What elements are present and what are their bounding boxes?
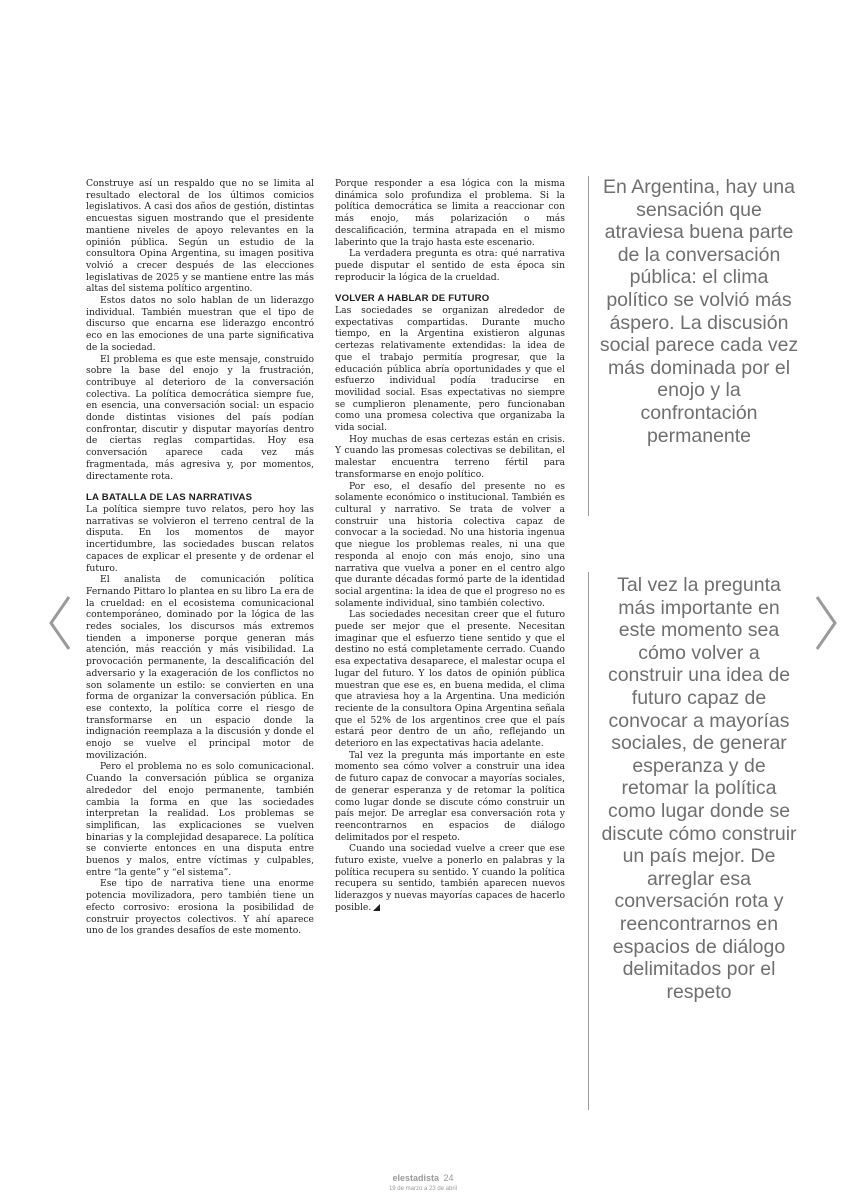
end-of-article-icon [373, 904, 380, 911]
body-paragraph: Pero el problema no es solo comunicacional. Cuando la conversación pública se organiza alrededor del enojo permanente, también cambia la forma en que las sociedades interpretan la realidad. Los problemas se simplifican, las explicaciones se vuelven binarias y la complejidad desaparece. La política se convierte entonces en una disputa entre buenos y malos, entre víctimas y culpables, entre “la gente” y “el sistema”. [86, 761, 314, 878]
body-paragraph: El analista de comunicación política Fernando Pittaro lo plantea en su libro La era de la crueldad: en el ecosistema comunicacional contemporáneo, dominado por la lógica de las redes sociales, los discursos más extremos tienden a imponerse porque generan más atención, más reacción y más visibilidad. La provocación permanente, la descalificación del adversario y la exageración de los conflictos no son solamente un estilo: se convierten en una forma de organizar la conversación pública. En ese contexto, la política corre el riesgo de transformarse en un espacio donde la indignación reemplaza a la discusión y donde el enojo se vuelve el principal motor de movilización. [86, 574, 314, 761]
pullquote: En Argentina, hay una sensación que atraviesa buena parte de la conversación pública: el clima político se volvió más áspero. La discusión social parece cada vez más dominada por el enojo y la confrontación permanente [599, 176, 799, 447]
magazine-logo: elestadista [392, 1173, 440, 1183]
pullquote-divider [588, 572, 589, 1110]
body-paragraph: Tal vez la pregunta más importante en este momento sea cómo volver a construir una idea de futuro capaz de convocar a mayorías sociales, de generar esperanza y de retomar la política como lugar donde se discute cómo construir un país mejor. De arreglar esa conversación rota y reencontrarnos en espacios de diálogo delimitados por el respeto. [335, 749, 565, 843]
body-paragraph: Porque responder a esa lógica con la misma dinámica solo profundiza el problema. Si la política democrática se limita a reaccionar con más enojo, más polarización o más descalificación, termina atrapada en el mismo laberinto que la trajo hasta este escenario. [335, 178, 565, 248]
next-page-button[interactable] [806, 588, 846, 658]
body-paragraph: Las sociedades necesitan creer que el futuro puede ser mejor que el presente. Necesitan imaginar que el esfuerzo tiene sentido y que el destino no está completamente cerrado. Cuando esa expectativa desaparece, el malestar ocupa el lugar del futuro. Y los datos de opinión pública muestran que ese es, en buena medida, el clima que atraviesa hoy a la Argentina. Una medición reciente de la consultora Opina Argentina señala que el 52% de los argentinos cree que el país estará peor dentro de un año, reflejando un deterioro en las expectativas hacia adelante. [335, 609, 565, 750]
body-paragraph: Hoy muchas de esas certezas están en crisis. Y cuando las promesas colectivas se debilitan, el malestar encuentra terreno fértil para transformarse en enojo político. [335, 433, 565, 480]
body-paragraph: La verdadera pregunta es otra: qué narrativa puede disputar el sentido de esta época sin reproducir la lógica de la crueldad. [335, 248, 565, 283]
last-paragraph-text: Cuando una sociedad vuelve a creer que ese futuro existe, vuelve a ponerlo en palabras y la política recupera su sentido. Y cuando la política recupera su sentido, también aparecen nuevos liderazgos y nuevas mayorías capaces de hacerlo posible. [335, 843, 565, 913]
body-paragraph: El problema es que este mensaje, construido sobre la base del enojo y la frustración, contribuye al deterioro de la conversación colectiva. La política democrática siempre fue, en esencia, una conversación social: un espacio donde distintas visiones del país podían confrontar, discutir y disputar mayorías dentro de ciertas reglas compartidas. Hoy esa conversación aparece cada vez más fragmentada, más agresiva y, por momentos, directamente rota. [86, 353, 314, 482]
page-number: 24 [443, 1173, 454, 1183]
section-heading: VOLVER A HABLAR DE FUTURO [335, 293, 490, 305]
body-paragraph: Ese tipo de narrativa tiene una enorme potencia movilizadora, pero también tiene un efecto corrosivo: erosiona la posibilidad de construir proyectos colectivos. Y ahí aparece uno de los grandes desafíos de este momento. [86, 878, 314, 937]
body-paragraph-last [335, 843, 565, 913]
pullquote-divider [588, 176, 589, 516]
section-heading: LA BATALLA DE LAS NARRATIVAS [86, 492, 253, 504]
body-paragraph: Estos datos no solo hablan de un liderazgo individual. También muestran que el tipo de discurso que encarna ese liderazgo encontró eco en las emociones de una parte significativa de la sociedad. [86, 295, 314, 353]
article-column-right [335, 178, 565, 914]
issue-dates: 19 de marzo a 23 de abril [388, 1186, 458, 1192]
body-paragraph: La política siempre tuvo relatos, pero hoy las narrativas se volvieron el terreno central de la disputa. En los momentos de mayor incertidumbre, las sociedades buscan relatos capaces de explicar el presente y de ordenar el futuro. [86, 503, 314, 574]
body-paragraph: Construye así un respaldo que no se limita al resultado electoral de los últimos comicios legislativos. A casi dos años de gestión, distintas encuestas siguen mostrando que el presidente mantiene niveles de apoyo relevantes en la opinión pública. Según un estudio de la consultora Opina Argentina, su imagen positiva volvió a crecer después de las elecciones legislativas de 2025 y se mantiene entre las más altas del sistema político argentino. [86, 178, 314, 295]
chevron-right-icon [813, 595, 839, 651]
body-paragraph: Por eso, el desafío del presente no es solamente económico o institucional. También es cultural y narrativo. Se trata de volver a construir una historia colectiva capaz de convocar a la sociedad. No una historia ingenua que niegue los problemas reales, ni una que responda al enojo con más enojo, sino una narrativa que vuelva a poner en el centro algo que durante décadas formó parte de la identidad social argentina: la idea de que el progreso no es solamente individual, sino también colectivo. [335, 480, 565, 609]
chevron-left-icon [47, 595, 73, 651]
previous-page-button[interactable] [40, 588, 80, 658]
article-column-left [86, 178, 314, 937]
body-paragraph: Las sociedades se organizan alrededor de expectativas compartidas. Durante mucho tiempo, en la Argentina existieron algunas certezas relativamente extendidas: la idea de que el trabajo permitía progresar, que la educación pública abría oportunidades y que el esfuerzo individual podía traducirse en movilidad social. Esas expectativas no siempre se cumplieron plenamente, pero funcionaban como una promesa colectiva que organizaba la vida social. [335, 305, 565, 434]
page-footer [0, 1168, 846, 1193]
pullquote: Tal vez la pregunta más importante en este momento sea cómo volver a construir una idea de futuro capaz de convocar a mayorías sociales, de generar esperanza y de retomar la política como lugar donde se discute cómo construir un país mejor. De arreglar esa conversación rota y reencontrarnos en espacios de diálogo delimitados por el respeto [601, 574, 797, 1003]
